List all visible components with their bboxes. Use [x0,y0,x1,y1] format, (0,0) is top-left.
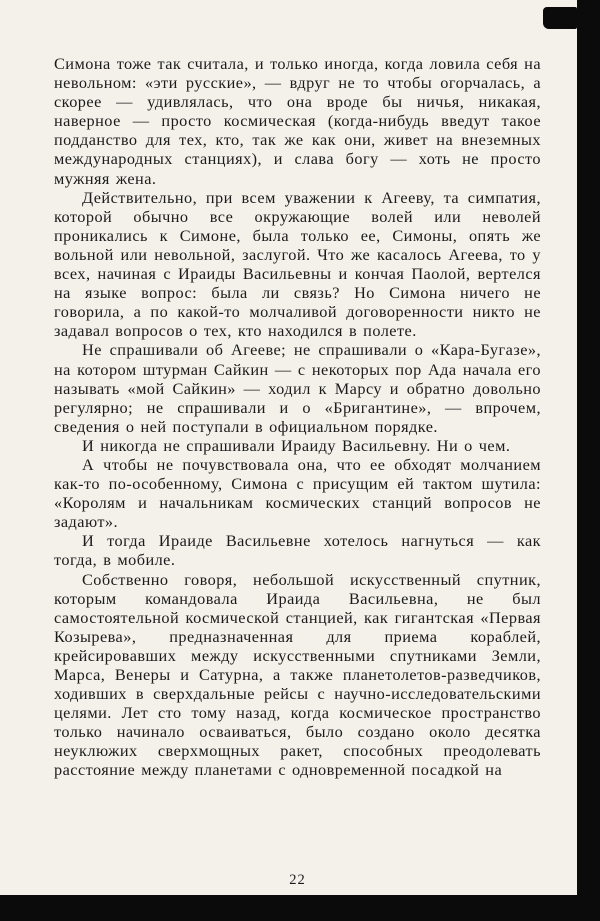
paragraph: Симона тоже так считала, и только иногда, когда ловила себя на невольном: «эти русские», — вдруг не то чтобы огорчалась, а скорее — удивлялась, что она вроде бы ничья, никакая, наверное — просто космическая (когда-нибудь введут такое подданство для тех, кто, так же как они, живет на внеземных международных станциях), и слава богу — хоть не просто мужняя жена. [54,54,541,188]
page-number: 22 [289,872,306,888]
paragraph: И тогда Ираиде Васильевне хотелось нагнуться — как тогда, в мобиле. [54,531,541,570]
paragraph: Собственно говоря, небольшой искусственный спутник, которым командовала Ираида Васильевна, не был самостоятельной космической станцией, как гигантская «Первая Козырева», предназначенная для приема кораблей, крейсировавших между искусственными спутниками Земли, Марса, Венеры и Сатурна, а также планетолетов-разведчиков, ходивших в сверхдальные рейсы с научно-исследовательскими целями. Лет сто тому назад, когда космическое пространство только начинало осваиваться, было создано около десятка неуклюжих сверхмощных ракет, способных преодолевать расстояние между планетами с одновременной посадкой на [54,569,541,780]
scan-corner-mark [543,7,577,29]
paragraph: И никогда не спрашивали Ираиду Васильевну. Ни о чем. [82,435,511,455]
paragraph: Не спрашивали об Агееве; не спрашивали о «Кара-Бугазе», на котором штурман Сайкин — с некоторых пор Ада начала его называть «мой Сайкин» — ходил к Марсу и обратно довольно регулярно; не спрашивали и о «Бригантине», — впрочем, сведения о ней поступали в официальном порядке. [54,340,541,436]
paragraph: Действительно, при всем уважении к Агееву, та симпатия, которой обычно все окружающие волей или неволей проникались к Симоне, была только ее, Симоны, опять же вольной или невольной, заслугой. Что же касалось Агеева, то у всех, начиная с Ираиды Васильевны и кончая Паолой, вертелся на языке вопрос: была ли связь? Но Симона ничего не говорила, а по какой-то молчаливой договоренности никто не задавал вопросов о тех, кто находился в полете. [54,187,541,341]
scan-edge-bottom [0,895,600,921]
scan-edge-right [577,0,600,921]
paragraph: А чтобы не почувствовала она, что ее обходят молчанием как-то по-особенному, Симона с присущим ей тактом шутила: «Королям и начальникам космических станций вопросов не задают». [54,454,541,532]
page-text [54,54,541,780]
